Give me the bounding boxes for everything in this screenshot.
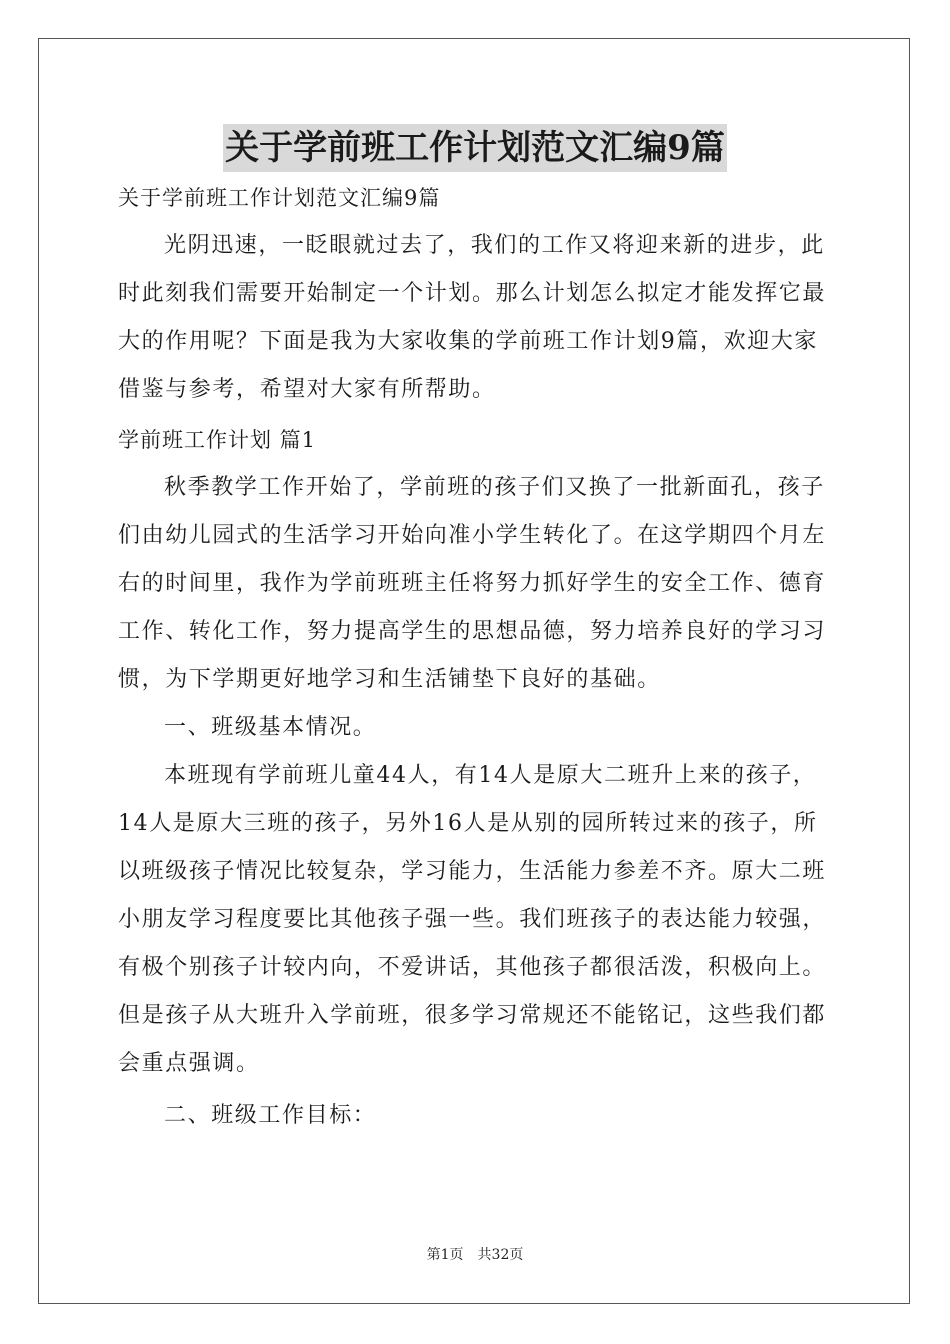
- paragraph-line: 小朋友学习程度要比其他孩子强一些。我们班孩子的表达能力较强，: [118, 907, 827, 932]
- title-area: [0, 124, 950, 172]
- intro-line: 大的作用呢？下面是我为大家收集的学前班工作计划9篇，欢迎大家: [118, 329, 818, 354]
- paragraph-line: 会重点强调。: [118, 1051, 260, 1076]
- paragraph-line: 有极个别孩子计较内向，不爱讲话，其他孩子都很活泼，积极向上。: [118, 955, 827, 980]
- section-heading: 学前班工作计划 篇1: [118, 428, 317, 452]
- paragraph-line: 惯，为下学期更好地学习和生活铺垫下良好的基础。: [118, 667, 661, 692]
- intro-line: 借鉴与参考，希望对大家有所帮助。: [118, 377, 496, 402]
- paragraph-line: 工作、转化工作，努力提高学生的思想品德，努力培养良好的学习习: [118, 619, 827, 644]
- paragraph-line: 14人是原大三班的孩子，另外16人是从别的园所转过来的孩子，所: [118, 811, 818, 836]
- subheading-basic-info: 一、班级基本情况。: [164, 715, 377, 740]
- page-number: 第1页 共32页: [426, 1247, 524, 1263]
- intro-line: 光阴迅速，一眨眼就过去了，我们的工作又将迎来新的进步，此: [164, 233, 825, 258]
- document-subtitle: 关于学前班工作计划范文汇编9篇: [118, 186, 441, 210]
- paragraph-line: 但是孩子从大班升入学前班，很多学习常规还不能铭记，这些我们都: [118, 1003, 827, 1028]
- paragraph-line: 以班级孩子情况比较复杂，学习能力，生活能力参差不齐。原大二班: [118, 859, 827, 884]
- document-title: 关于学前班工作计划范文汇编9篇: [223, 124, 727, 172]
- paragraph-line: 秋季教学工作开始了，学前班的孩子们又换了一批新面孔，孩子: [164, 475, 825, 500]
- intro-line: 时此刻我们需要开始制定一个计划。那么计划怎么拟定才能发挥它最: [118, 281, 827, 306]
- paragraph-line: 本班现有学前班儿童44人，有14人是原大二班升上来的孩子，: [164, 763, 817, 788]
- paragraph-line: 们由幼儿园式的生活学习开始向准小学生转化了。在这学期四个月左: [118, 523, 827, 548]
- document-body: [118, 178, 834, 1140]
- paragraph-line: 右的时间里，我作为学前班班主任将努力抓好学生的安全工作、德育: [118, 571, 827, 596]
- subheading-work-goals: 二、班级工作目标：: [164, 1103, 377, 1128]
